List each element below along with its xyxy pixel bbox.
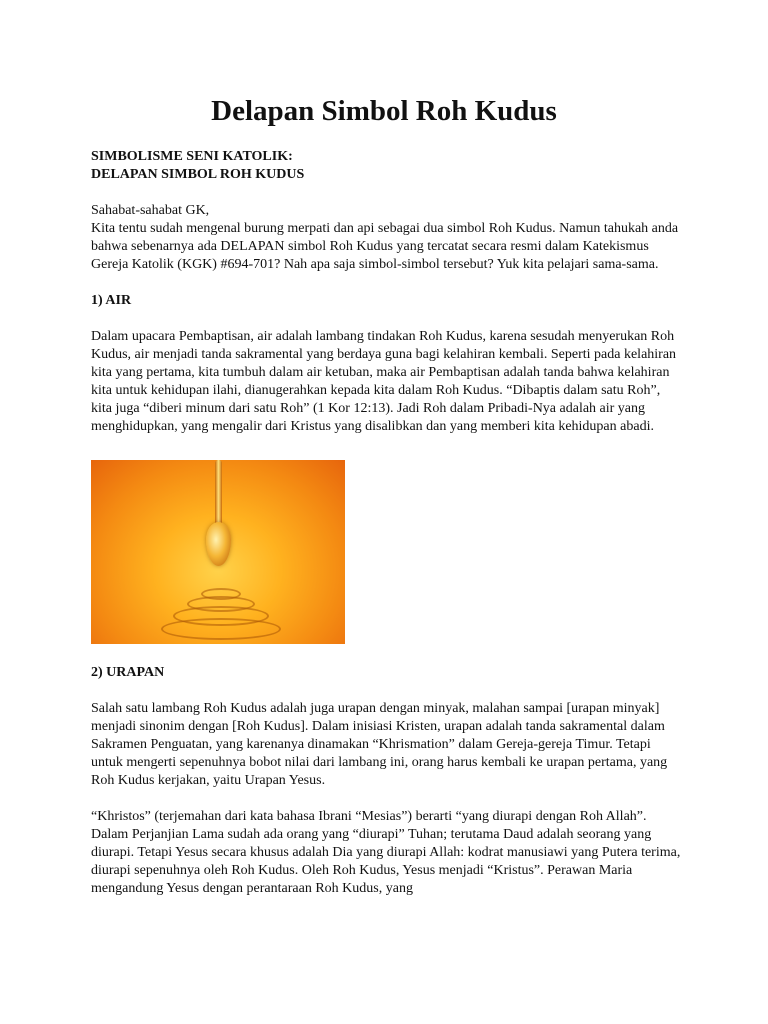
greeting-text: Sahabat-sahabat GK, [91, 203, 210, 218]
document-title: Delapan Simbol Roh Kudus [211, 95, 557, 127]
document-body [91, 148, 681, 898]
subheading-line-1: SIMBOLISME SENI KATOLIK: [91, 149, 293, 164]
ripple [161, 618, 281, 640]
oil-drop [206, 522, 231, 566]
oil-stream [215, 460, 222, 530]
section-heading-air: 1) AIR [91, 293, 132, 308]
section-heading-urapan: 2) URAPAN [91, 665, 165, 680]
section-urapan-paragraph-1: Salah satu lambang Roh Kudus adalah juga urapan dengan minyak, malahan sampai [urapan minyak] menjadi sinonim dengan [Roh Kudus]. Dalam inisiasi Kristen, urapan adalah tanda sakramental dalam Sakramen Penguatan, yang karenanya dinamakan “Khrismation” dalam Gereja-gereja Timur. Tetapi untuk mengerti sepenuhnya bobot nilai dari lambang ini, orang harus kembali ke urapan pertama, yang Roh Kudus kerjakan, yaitu Urapan Yesus. [91, 701, 668, 788]
subheading-line-2: DELAPAN SIMBOL ROH KUDUS [91, 167, 305, 182]
section-air-paragraph: Dalam upacara Pembaptisan, air adalah lambang tindakan Roh Kudus, karena sesudah menyerukan Roh Kudus, air menjadi tanda sakramental yang berdaya guna bagi kelahiran kembali. Seperti pada kelahiran kita yang pertama, kita tumbuh dalam air ketuban, maka air Pembaptisan adalah tanda bahwa kelahiran kita untuk kehidupan ilahi, dianugerahkan kepada kita dalam Roh Kudus. “Dibaptis dalam satu Roh”, kita juga “diberi minum dari satu Roh” (1 Kor 12:13). Jadi Roh dalam Pribadi-Nya adalah air yang menghidupkan, yang mengalir dari Kristus yang disalibkan dan yang memberi kita kehidupan abadi. [91, 329, 677, 434]
section-urapan-paragraph-2: “Khristos” (terjemahan dari kata bahasa Ibrani “Mesias”) berarti “yang diurapi dengan Roh Allah”. Dalam Perjanjian Lama sudah ada orang yang “diurapi” Tuhan; terutama Daud adalah seorang yang diurapi. Tetapi Yesus secara khusus adalah Dia yang diurapi Allah: kodrat manusiawi yang Putera terima, diurapi sepenuhnya oleh Roh Kudus. Oleh Roh Kudus, Yesus menjadi “Kristus”. Perawan Maria mengandung Yesus dengan perantaraan Roh Kudus, yang [91, 809, 681, 896]
document-subheading [91, 148, 681, 184]
intro-paragraph: Kita tentu sudah mengenal burung merpati dan api sebagai dua simbol Roh Kudus. Namun tahukah anda bahwa sebenarnya ada DELAPAN simbol Roh Kudus yang tercatat secara resmi dalam Katekismus Gereja Katolik (KGK) #694-701? Nah apa saja simbol-simbol tersebut? Yuk kita pelajari sama-sama. [91, 221, 679, 272]
oil-drop-image [91, 460, 345, 644]
